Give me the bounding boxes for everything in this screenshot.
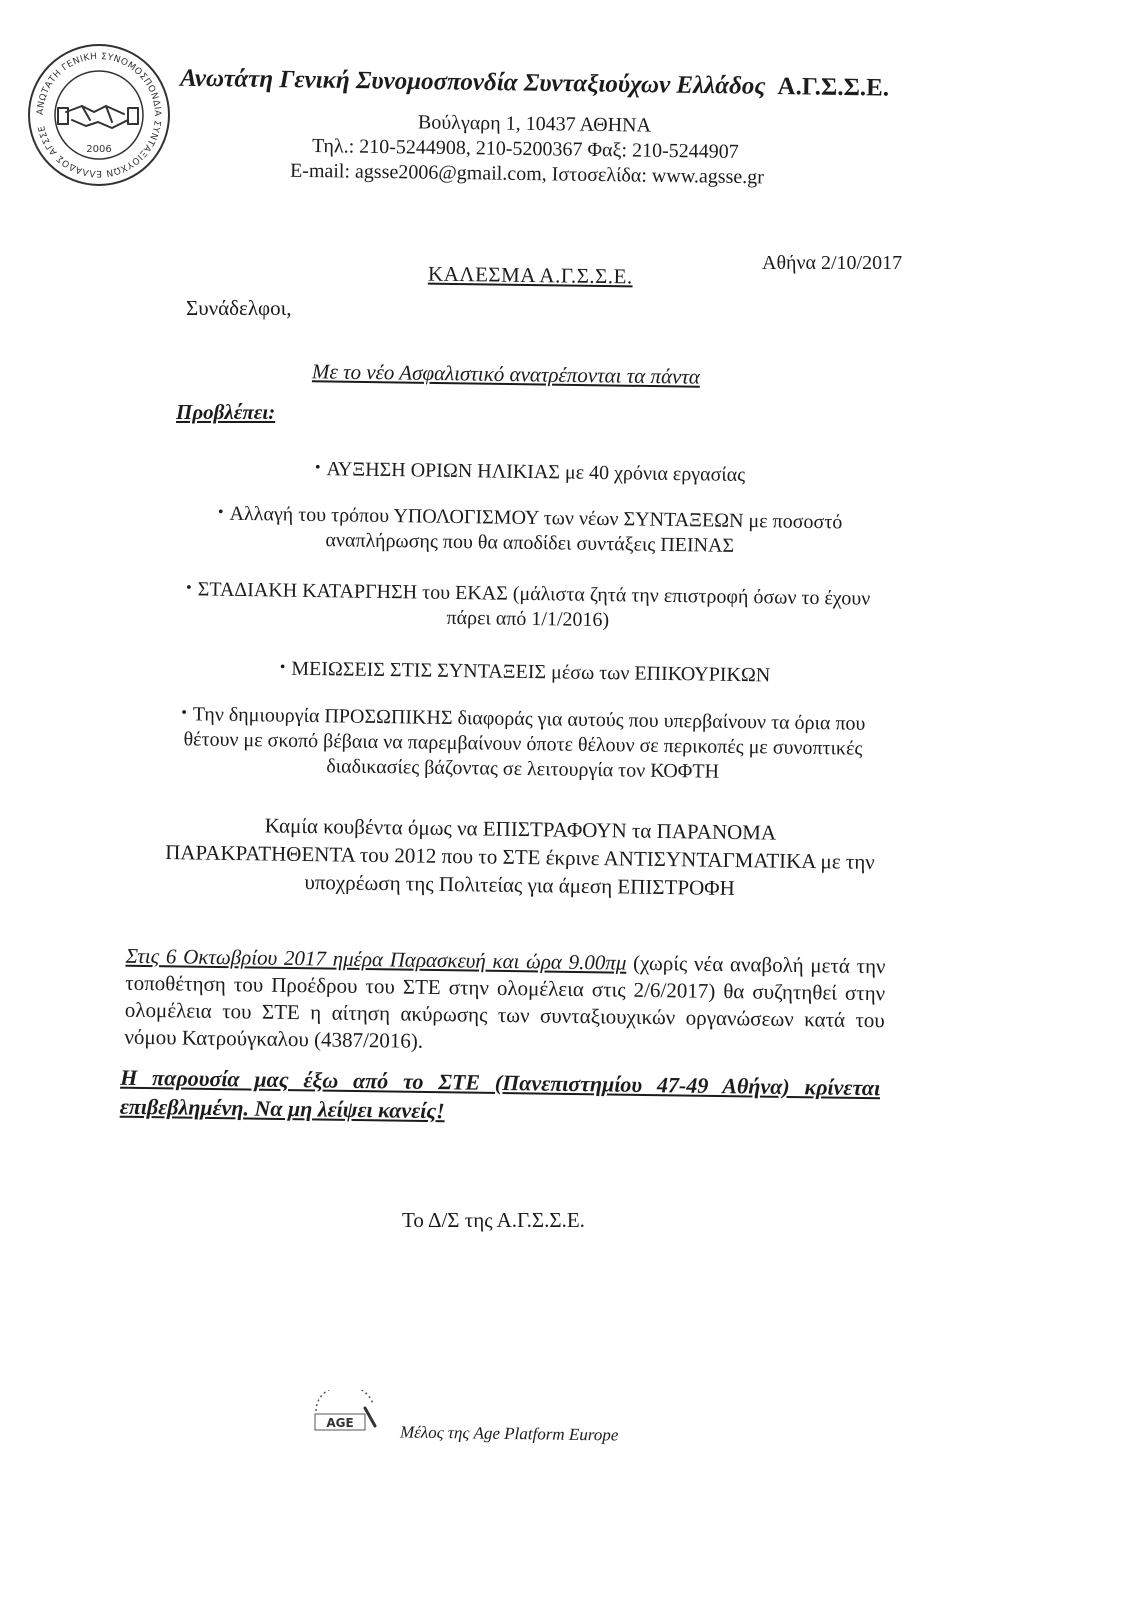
greeting: Συνάδελφοι, [186, 296, 292, 320]
organization-contact: E-mail: agsse2006@gmail.com, Ιστοσελίδα: www.agsse.gr [289, 159, 765, 189]
meeting-details: (χωρίς νέα αναβολή μετά την τοποθέτηση του Προέδρου του ΣΤΕ στην ολομέλεια στις 2/6/2017) θα συζητηθεί στην ολομέλεια του ΣΤΕ η αίτηση ακύρωσης των συνταξιουχικών οργανώσεων κατά του νόμου Κατρούγκαλου (4387/2016). [124, 950, 886, 1053]
bullet-dot-icon: • [217, 503, 224, 521]
letter-subtitle: Με το νέο Ασφαλιστικό ανατρέπονται τα πάντα [311, 359, 701, 389]
seal-text: ΑΝΩΤΑΤΗ ΓΕΝΙΚΗ ΣΥΝΟΜΟΣΠΟΝΔΙΑ ΣΥΝΤΑΞΙΟΥΧΩΝ ΕΛΛΑΔΟΣ ΑΓΣΣΕ [35, 51, 163, 179]
bullet-dot-icon: • [185, 579, 192, 597]
bullet-dot-icon: • [279, 658, 286, 676]
seal-year: 2006 [86, 144, 112, 155]
organization-seal-icon [24, 40, 174, 190]
age-platform-logo-icon [303, 1390, 393, 1440]
bullet-item: • Την δημιουργία ΠΡΟΣΩΠΙΚΗΣ διαφοράς για αυτούς που υπερβαίνουν τα όρια που θέτουν με σκοπό βέβαια να παρεμβαίνουν όποτε θέλουν σε περικοπές με συνοπτικές διαδικασίες βάζοντας σε λειτουργία τον ΚΟΦΤΗ [181, 703, 866, 783]
letter-date: Αθήνα 2/10/2017 [762, 252, 903, 274]
age-logo-text: AGE [326, 1416, 354, 1430]
organization-abbreviation: Α.Γ.Σ.Σ.Ε. [777, 73, 890, 102]
return-paragraph: Καμία κουβέντα όμως να ΕΠΙΣΤΡΑΦΟΥΝ τα ΠΑΡΑΝΟΜΑ ΠΑΡΑΚΡΑΤΗΘΕΝΤΑ του 2012 που το ΣΤΕ έκρινε ΑΝΤΙΣΥΝΤΑΓΜΑΤΙΚΑ με την υποχρέωση της Πολιτείας για άμεση ΕΠΙΣΤΡΟΦΗ [165, 813, 875, 901]
membership-note: Μέλος της Age Platform Europe [399, 1422, 619, 1445]
organization-address: Βούλγαρη 1, 10437 ΑΘΗΝΑ [417, 111, 652, 137]
bullet-item: • ΜΕΙΩΣΕΙΣ ΣΤΙΣ ΣΥΝΤΑΞΕΙΣ μέσω των ΕΠΙΚΟΥΡΙΚΩΝ [279, 657, 771, 687]
letter-title: ΚΑΛΕΣΜΑ Α.Γ.Σ.Σ.Ε. [427, 261, 633, 289]
organization-phones: Τηλ.: 210-5244908, 210-5200367 Φαξ: 210-5244907 [311, 135, 739, 163]
bullet-item: • ΑΥΞΗΣΗ ΟΡΙΩΝ ΗΛΙΚΙΑΣ με 40 χρόνια εργασίας [314, 458, 746, 487]
bullet-dot-icon: • [181, 704, 188, 722]
meeting-date-time: Στις 6 Οκτωβρίου 2017 ημέρα Παρασκευή και ώρα 9.00πμ [125, 943, 627, 975]
presence-call: Η παρουσία μας έξω από το ΣΤΕ (Πανεπιστημίου 47-49 Αθήνα) κρίνεται επιβεβλημένη. Να μη λείψει κανείς! [119, 1064, 881, 1124]
organization-name [180, 65, 940, 104]
bullet-dot-icon: • [314, 458, 321, 477]
meeting-paragraph [124, 943, 885, 1062]
bullet-item: • Αλλαγή του τρόπου ΥΠΟΛΟΓΙΣΜΟΥ των νέων ΣΥΝΤΑΞΕΩΝ με ποσοστό αναπλήρωσης που θα αποδίδει συντάξεις ΠΕΙΝΑΣ [217, 502, 843, 557]
provides-label: Προβλέπει: [176, 400, 276, 424]
organization-full-name: Ανωτάτη Γενική Συνομοσπονδία Συνταξιούχων Ελλάδος [179, 64, 766, 100]
signature: Το Δ/Σ της Α.Γ.Σ.Σ.Ε. [402, 1208, 585, 1232]
bullet-item: • ΣΤΑΔΙΑΚΗ ΚΑΤΑΡΓΗΣΗ του ΕΚΑΣ (μάλιστα ζητά την επιστροφή όσων το έχουν πάρει από 1/1/2016) [185, 578, 871, 632]
